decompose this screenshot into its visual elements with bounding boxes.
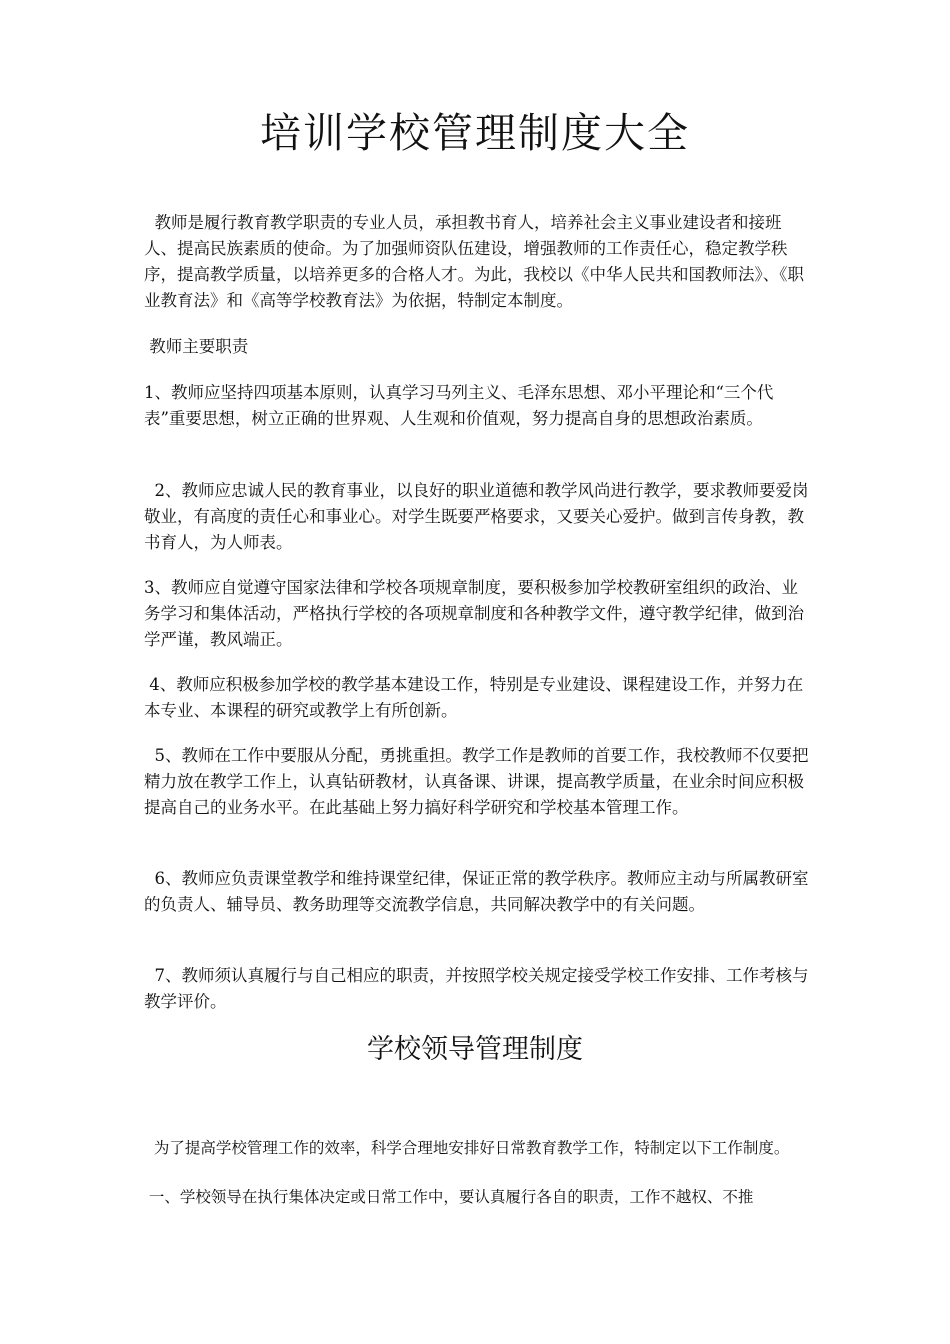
section-subtitle: 学校领导管理制度 — [367, 1034, 583, 1065]
document-title: 培训学校管理制度大全 — [260, 109, 690, 157]
duty-text: 2、教师应忠诚人民的教育事业，以良好的职业道德和教学风尚进行教学，要求教师要爱岗敬业，有高度的责任心和事业心。对学生既要严格要求，又要关心爱护。做到言传身教，教书育人，为人师表。 — [144, 481, 809, 552]
duty-text: 5、教师在工作中要服从分配，勇挑重担。教学工作是教师的首要工作，我校教师不仅要把精力放在教学工作上，认真钻研教材，认真备课、讲课，提高教学质量，在业余时间应积极提高自己的业务水平。在此基础上努力搞好科学研究和学校基本管理工作。 — [144, 746, 809, 817]
leader-intro-text: 为了提高学校管理工作的效率，科学合理地安排好日常教育教学工作，特制定以下工作制度。 — [144, 1139, 790, 1157]
duty-item-2 — [144, 478, 814, 556]
intro-paragraph — [144, 210, 814, 314]
leader-item-1 — [144, 1185, 814, 1210]
duty-item-4 — [144, 672, 814, 724]
duty-item-1 — [144, 380, 814, 432]
intro-text: 教师是履行教育教学职责的专业人员，承担教书育人，培养社会主义事业建设者和接班人、提高民族素质的使命。为了加强师资队伍建设，增强教师的工作责任心，稳定教学秩序，提高教学质量，以培养更多的合格人才。为此，我校以《中华人民共和国教师法》、《职业教育法》和《高等学校教育法》为依据，特制定本制度。 — [144, 213, 804, 310]
duty-item-5 — [144, 743, 814, 821]
duty-item-6 — [144, 866, 814, 918]
duty-text: 3、教师应自觉遵守国家法律和学校各项规章制度，要积极参加学校教研室组织的政治、业务学习和集体活动，严格执行学校的各项规章制度和各种教学文件，遵守教学纪律，做到治学严谨，教风端正。 — [144, 578, 804, 649]
duty-item-7 — [144, 963, 814, 1015]
leader-item-text: 一、学校领导在执行集体决定或日常工作中，要认真履行各自的职责，工作不越权、不推 — [144, 1188, 754, 1206]
leader-intro-paragraph — [144, 1136, 814, 1161]
duty-item-3 — [144, 575, 814, 653]
duty-text: 6、教师应负责课堂教学和维持课堂纪律，保证正常的教学秩序。教师应主动与所属教研室的负责人、辅导员、教务助理等交流教学信息，共同解决教学中的有关问题。 — [144, 869, 809, 914]
duty-text: 1、教师应坚持四项基本原则，认真学习马列主义、毛泽东思想、邓小平理论和“三个代表”重要思想，树立正确的世界观、人生观和价值观，努力提高自身的思想政治素质。 — [144, 383, 774, 428]
section-heading-text: 教师主要职责 — [144, 337, 249, 356]
duty-text: 7、教师须认真履行与自己相应的职责，并按照学校关规定接受学校工作安排、工作考核与教学评价。 — [144, 966, 809, 1011]
duty-text: 4、教师应积极参加学校的教学基本建设工作，特别是专业建设、课程建设工作，并努力在本专业、本课程的研究或教学上有所创新。 — [144, 675, 804, 720]
section-heading — [144, 334, 814, 360]
